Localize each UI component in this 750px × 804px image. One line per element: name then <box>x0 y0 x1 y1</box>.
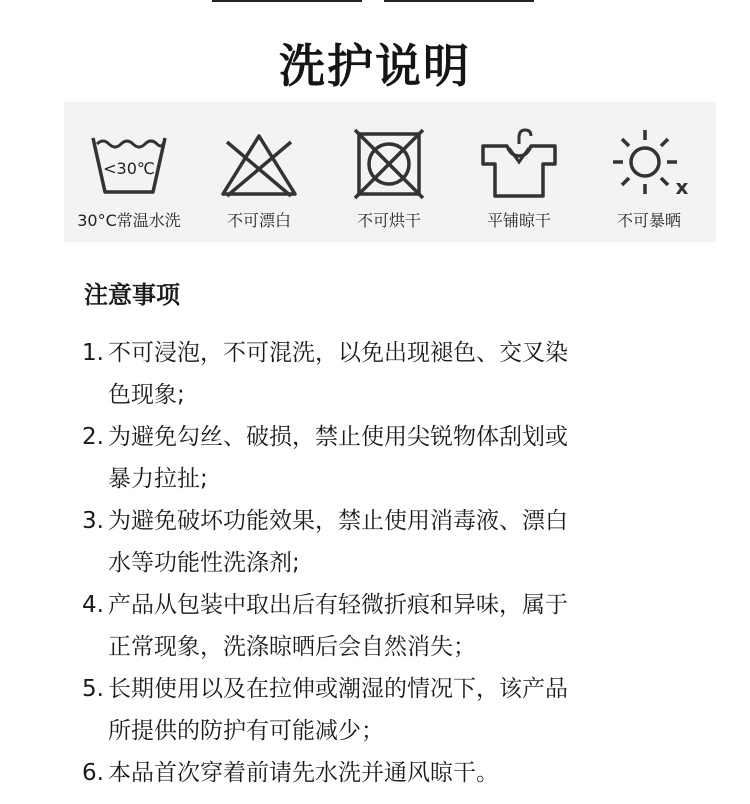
note-line: 产品从包装中取出后有轻微折痕和异味，属于 <box>108 592 568 618</box>
no-tumble-dry-icon <box>349 128 429 200</box>
note-number: 3. <box>82 508 104 534</box>
no-sun-exposure-icon <box>609 128 689 200</box>
note-line: 水等功能性洗涤剂; <box>108 550 300 576</box>
note-line: 本品首次穿着前请先水洗并通风晾干。 <box>108 760 499 786</box>
note-line: 色现象; <box>108 382 185 408</box>
note-number: 1. <box>82 340 104 366</box>
notes-list <box>82 332 642 794</box>
dry-flat-hang-icon <box>479 128 559 200</box>
page-title: 洗护说明 <box>279 39 471 93</box>
note-line: 长期使用以及在拉伸或潮湿的情况下，该产品 <box>108 676 568 702</box>
no-sun-x-mark: x <box>675 175 689 199</box>
no-sun-label: 不可暴晒 <box>616 211 681 230</box>
note-item <box>82 752 642 794</box>
top-divider-right <box>384 0 534 2</box>
dry-flat-label: 平铺晾干 <box>486 211 551 230</box>
note-item <box>82 584 642 668</box>
care-item-wash <box>64 102 194 242</box>
note-line: 为避免勾丝、破损，禁止使用尖锐物体刮划或 <box>108 424 568 450</box>
no-tumble-dry-label: 不可烘干 <box>356 211 421 230</box>
note-line: 正常现象，洗涤晾晒后会自然消失； <box>108 634 476 660</box>
note-number: 5. <box>82 676 104 702</box>
note-number: 2. <box>82 424 104 450</box>
note-line: 不可浸泡，不可混洗，以免出现褪色、交叉染 <box>108 340 568 366</box>
wash-temp-text: <30℃ <box>103 159 155 178</box>
no-bleach-label: 不可漂白 <box>226 211 291 230</box>
care-item-no-bleach <box>194 102 324 242</box>
wash-label: 30°C常温水洗 <box>77 211 181 230</box>
note-item <box>82 500 642 584</box>
note-number: 6. <box>82 760 104 786</box>
no-bleach-icon <box>219 128 299 200</box>
care-item-no-tumble-dry <box>324 102 454 242</box>
care-item-dry-flat <box>454 102 584 242</box>
note-item <box>82 332 642 416</box>
note-line: 为避免破坏功能效果，禁止使用消毒液、漂白 <box>108 508 568 534</box>
top-divider-left <box>212 0 362 2</box>
note-number: 4. <box>82 592 104 618</box>
wash-30-icon <box>89 128 169 200</box>
note-line: 暴力拉扯; <box>108 466 208 492</box>
note-line: 所提供的防护有可能减少； <box>108 718 384 744</box>
notes-heading: 注意事项 <box>84 281 180 309</box>
note-item <box>82 668 642 752</box>
care-item-no-sun <box>584 102 714 242</box>
note-item <box>82 416 642 500</box>
care-icons-panel <box>64 102 716 242</box>
